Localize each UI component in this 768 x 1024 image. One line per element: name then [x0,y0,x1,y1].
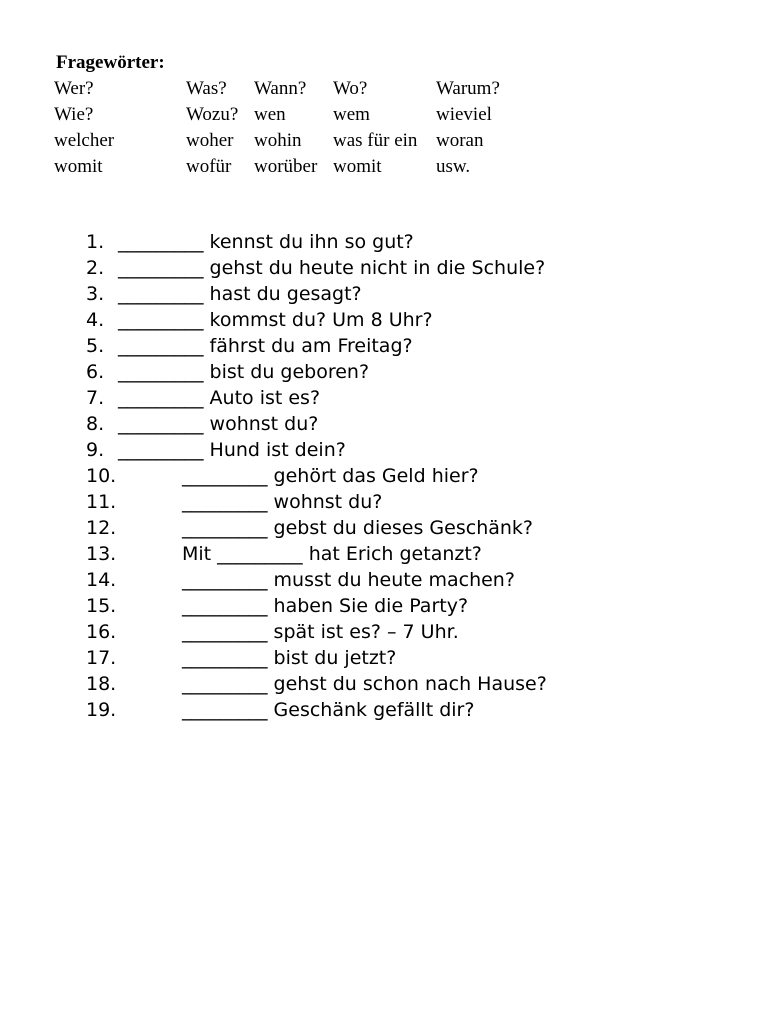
exercise-number: 4. [86,309,105,331]
exercise-text: _________ musst du heute machen? [182,569,515,591]
question-word: Wie? [54,104,94,125]
question-word: usw. [436,156,471,177]
question-word: Wann? [254,78,307,99]
exercise-text: Mit _________ hat Erich getanzt? [182,543,482,565]
exercise-text: _________ wohnst du? [182,491,383,513]
exercise-number: 9. [86,439,105,461]
exercise-number: 3. [86,283,105,305]
exercise-number: 17. [86,647,117,669]
question-word: Was? [186,78,227,99]
exercise-text: _________ kommst du? Um 8 Uhr? [118,309,433,331]
question-word: womit [54,156,103,177]
exercise-text: _________ Hund ist dein? [118,439,346,461]
exercise-text: _________ Geschänk gefällt dir? [182,699,475,721]
question-word: wohin [254,130,302,151]
exercise-number: 16. [86,621,117,643]
exercise-text: _________ kennst du ihn so gut? [118,231,414,253]
exercise-number: 18. [86,673,117,695]
exercise-text: _________ fährst du am Freitag? [118,335,413,357]
exercise-number: 12. [86,517,117,539]
exercise-text: _________ haben Sie die Party? [182,595,469,617]
exercise-number: 5. [86,335,105,357]
question-word: woran [436,130,484,151]
exercise-text: _________ spät ist es? – 7 Uhr. [182,621,459,643]
exercise-text: _________ gehst du schon nach Hause? [182,673,547,695]
exercise-number: 19. [86,699,117,721]
exercise-text: _________ wohnst du? [118,413,319,435]
exercise-text: _________ bist du geboren? [118,361,370,383]
exercise-text: _________ gehst du heute nicht in die Schule? [118,257,546,279]
question-word: worüber [254,156,318,177]
exercise-number: 8. [86,413,105,435]
exercise-text: _________ bist du jetzt? [182,647,397,669]
question-word: woher [186,130,234,151]
question-word: wem [333,104,370,125]
worksheet-heading: Fragewörter: [56,52,165,73]
exercise-number: 14. [86,569,117,591]
exercise-number: 13. [86,543,117,565]
question-word: wofür [186,156,232,177]
exercise-text: _________ gehört das Geld hier? [182,465,479,487]
exercise-number: 7. [86,387,105,409]
question-word: was für ein [333,130,418,151]
exercise-number: 15. [86,595,117,617]
question-word: Wer? [54,78,94,99]
question-word: Warum? [436,78,500,99]
question-word: wieviel [436,104,492,125]
exercise-number: 11. [86,491,117,513]
exercise-number: 10. [86,465,117,487]
question-word: Wo? [333,78,368,99]
exercise-text: _________ hast du gesagt? [118,283,362,305]
question-word: welcher [54,130,115,151]
exercise-text: _________ Auto ist es? [118,387,321,409]
exercise-number: 2. [86,257,105,279]
exercise-number: 1. [86,231,105,253]
exercise-number: 6. [86,361,105,383]
question-word: womit [333,156,382,177]
question-word: wen [254,104,286,125]
exercise-text: _________ gebst du dieses Geschänk? [182,517,534,539]
question-word: Wozu? [186,104,239,125]
